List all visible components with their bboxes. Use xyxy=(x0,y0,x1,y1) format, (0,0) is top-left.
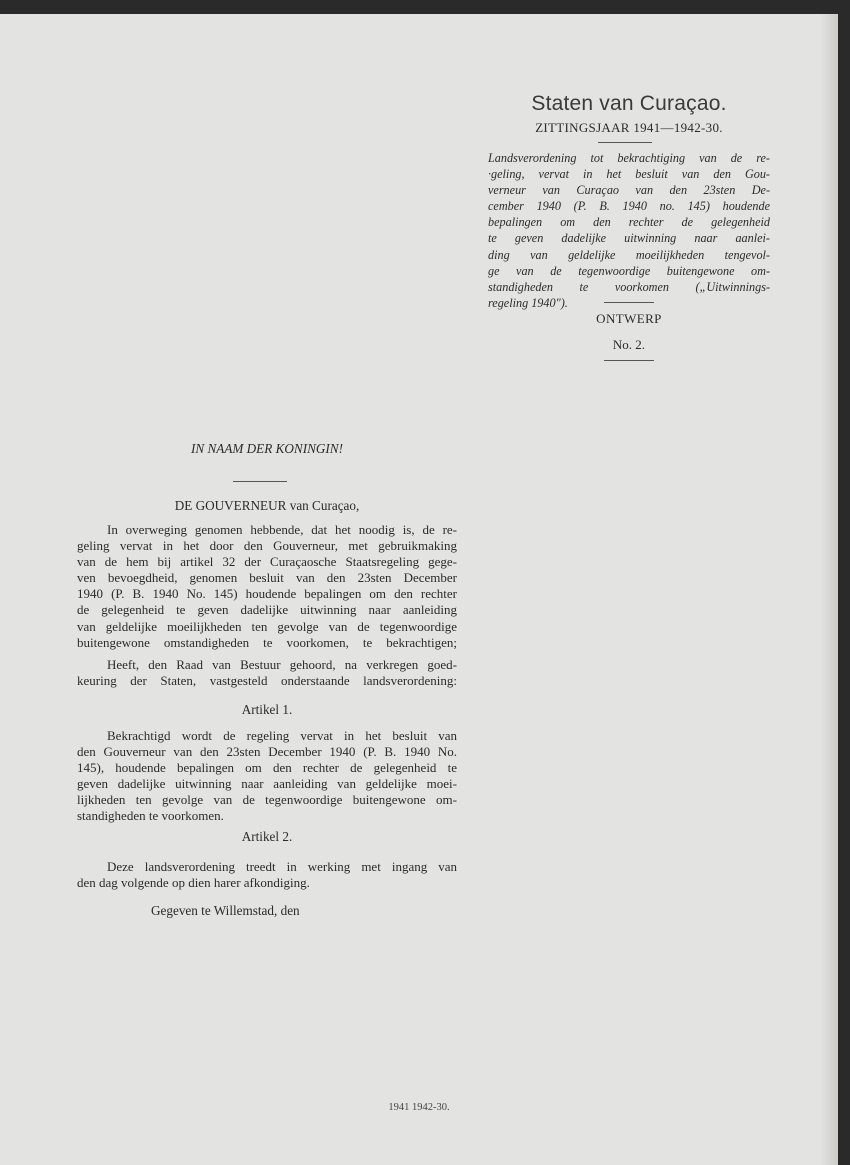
summary-line: verneur van Curaçao van den 23sten De- xyxy=(488,183,770,198)
divider xyxy=(604,302,654,303)
summary-line: Landsverordening tot bekrachtiging van de re- xyxy=(488,151,770,165)
paragraph-line: keuring der Staten, vastgesteld onderstaande landsverordening: xyxy=(77,673,457,689)
summary-line: regeling 1940"). xyxy=(488,295,568,310)
article-1-title: Artikel 1. xyxy=(241,702,293,717)
document-page xyxy=(0,14,838,1165)
summary-line: ge van de tegenwoordige buitengewone om- xyxy=(488,263,770,278)
paragraph-line: 145), houdende bepalingen om den rechter de gelegenheid te xyxy=(77,760,457,776)
paragraph-line: 1940 (P. B. 1940 No. 145) houdende bepalingen om den rechter xyxy=(77,586,457,602)
session-year: ZITTINGSJAAR 1941—1942-30. xyxy=(535,120,723,135)
draft-number: No. 2. xyxy=(612,337,646,352)
ordinance-summary xyxy=(488,150,770,311)
summary-line: te geven dadelijke uitwinning naar aanlei- xyxy=(488,231,770,246)
page-footer: 1941 1942-30. xyxy=(388,1102,450,1113)
preamble-paragraph xyxy=(77,522,457,651)
paragraph-line: Heeft, den Raad van Bestuur gehoord, na verkregen goed- xyxy=(107,657,457,672)
summary-line: ding van geldelijke moeilijkheden tengevol- xyxy=(488,247,770,262)
paragraph-line: buitengewone omstandigheden te voorkomen, te bekrachtigen; xyxy=(77,634,457,650)
article-2-text xyxy=(77,859,457,891)
paragraph-line: van de hem bij artikel 32 der Curaçaosche Staatsregeling gege- xyxy=(77,554,457,570)
paragraph-line: In overweging genomen hebbende, dat het noodig is, de re- xyxy=(107,522,457,537)
paragraph-line: Bekrachtigd wordt de regeling vervat in het besluit van xyxy=(107,728,457,743)
divider xyxy=(604,360,654,361)
paragraph-line: ven bevoegdheid, genomen besluit van den 23sten December xyxy=(77,570,457,586)
org-title: Staten van Curaçao. xyxy=(531,92,727,115)
paragraph-line: lijkheden ten gevolge van de tegenwoordige buitengewone om- xyxy=(77,792,457,808)
divider xyxy=(598,142,652,143)
paragraph-line: van geldelijke moeilijkheden ten gevolge van de tegenwoordige xyxy=(77,618,457,634)
paragraph-line: geling vervat in het door den Gouverneur, met gebruikmaking xyxy=(77,538,457,554)
summary-line: ·geling, vervat in het besluit van den Gou- xyxy=(488,167,770,182)
governor-heading: DE GOUVERNEUR van Curaçao, xyxy=(174,498,360,513)
paragraph-line: den dag volgende op dien harer afkondiging. xyxy=(77,875,310,891)
paragraph-line: den Gouverneur van den 23sten December 1940 (P. B. 1940 No. xyxy=(77,744,457,760)
summary-line: bepalingen om den rechter de gelegenheid xyxy=(488,215,770,230)
article-1-text xyxy=(77,728,457,825)
draft-label: ONTWERP xyxy=(596,311,662,326)
paragraph-line: de gelegenheid te geven dadelijke uitwinning naar aanleiding xyxy=(77,602,457,618)
royal-heading: IN NAAM DER KONINGIN! xyxy=(190,441,343,456)
paragraph-line: Deze landsverordening treedt in werking met ingang van xyxy=(107,859,457,874)
enactment-paragraph xyxy=(77,657,457,689)
paragraph-line: geven dadelijke uitwinning naar aanleiding van geldelijke moei- xyxy=(77,776,457,792)
page-edge-shadow xyxy=(820,14,838,1165)
given-at-line: Gegeven te Willemstad, den xyxy=(151,903,300,918)
divider xyxy=(233,481,287,482)
summary-line: cember 1940 (P. B. 1940 no. 145) houdende xyxy=(488,199,770,214)
article-2-title: Artikel 2. xyxy=(241,829,293,844)
summary-line: standigheden te voorkomen („Uitwinnings- xyxy=(488,279,770,294)
paragraph-line: standigheden te voorkomen. xyxy=(77,808,224,824)
